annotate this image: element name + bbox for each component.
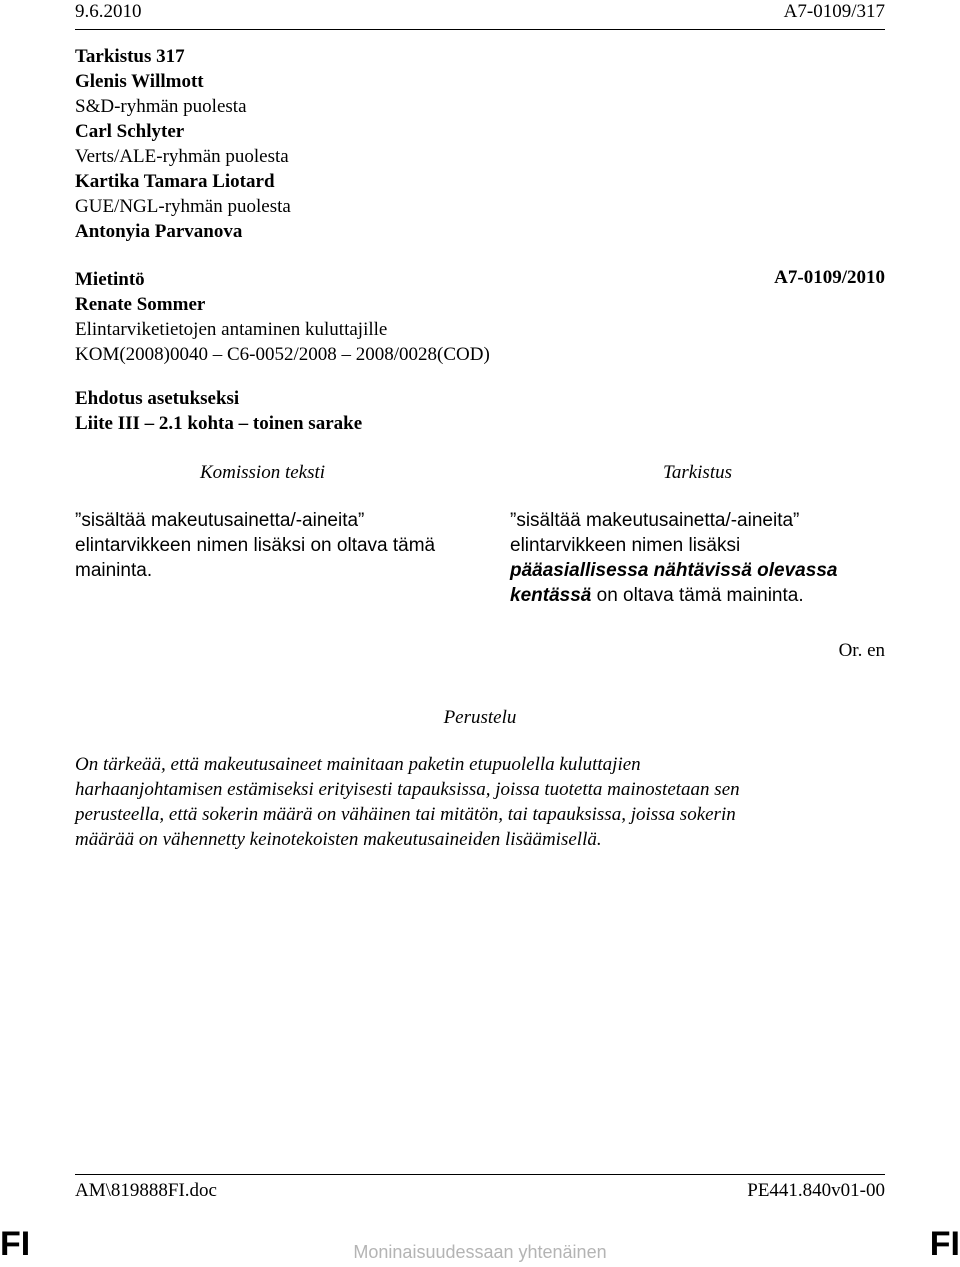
justification-body [75,752,740,852]
tabler-group: Verts/ALE-ryhmän puolesta [75,146,289,167]
tabler-group: GUE/NGL-ryhmän puolesta [75,196,291,217]
report-block [75,267,490,367]
footer-pe-ref: PE441.840v01-00 [747,1180,885,1201]
report-ref: A7-0109/2010 [774,267,885,288]
text-line: elintarvikkeen nimen lisäksi [510,535,741,556]
amendment-block [75,44,291,244]
proposal-title: Ehdotus asetukseksi [75,388,240,409]
proposal-block [75,386,362,436]
tabler-name: Glenis Willmott [75,71,204,92]
amendment-number: Tarkistus 317 [75,46,185,67]
tabler-name: Kartika Tamara Liotard [75,171,275,192]
text-regular: on oltava tämä maininta. [591,585,804,606]
original-language: Or. en [838,640,885,661]
text-line: ”sisältää makeutusainetta/-aineita” [510,510,800,531]
text-line: elintarvikkeen nimen lisäksi on oltava tämä [75,535,436,556]
report-procedure: KOM(2008)0040 – C6-0052/2008 – 2008/0028(COD) [75,344,490,365]
text-line-emphasized: pääasiallisessa nähtävissä olevassa [510,560,838,581]
footer-file: AM\819888FI.doc [75,1180,217,1201]
text-line: määrää on vähennetty keinotekoisten makeutusaineiden lisäämisellä. [75,829,602,850]
tabler-group: S&D-ryhmän puolesta [75,96,247,117]
footer-divider [75,1174,885,1175]
footer-lang-right: FI [929,1225,960,1263]
footer-motto: Moninaisuudessaan yhtenäinen [353,1242,607,1262]
header-divider [75,29,885,30]
tabler-name: Antonyia Parvanova [75,221,243,242]
text-line: maininta. [75,560,153,581]
report-title: Elintarviketietojen antaminen kuluttajille [75,319,388,340]
text-line: On tärkeää, että makeutusaineet mainitaan paketin etupuolella kuluttajien [75,754,641,775]
amendment-text-body [510,508,837,608]
amendment-heading: Tarkistus [663,462,732,483]
commission-text-heading: Komission teksti [199,462,326,483]
footer-lang-left: FI [0,1225,31,1263]
text-line: harhaanjohtamisen estämiseksi erityisesti tapauksissa, joissa tuotetta mainostetaan sen [75,779,740,800]
report-rapporteur: Renate Sommer [75,294,206,315]
text-line: ”sisältää makeutusainetta/-aineita” [75,510,365,531]
text-emphasized: kentässä [510,585,592,606]
commission-text-body [75,508,435,583]
tabler-name: Carl Schlyter [75,121,185,142]
text-line: perusteella, että sokerin määrä on vähäinen tai mitätön, tai tapauksissa, joissa sokerin [75,804,736,825]
header-date: 9.6.2010 [75,1,142,22]
report-label: Mietintö [75,269,145,290]
proposal-location: Liite III – 2.1 kohta – toinen sarake [75,413,363,434]
justification-heading: Perustelu [443,707,517,728]
header-doc-ref: A7-0109/317 [783,1,885,22]
text-line [510,583,837,608]
